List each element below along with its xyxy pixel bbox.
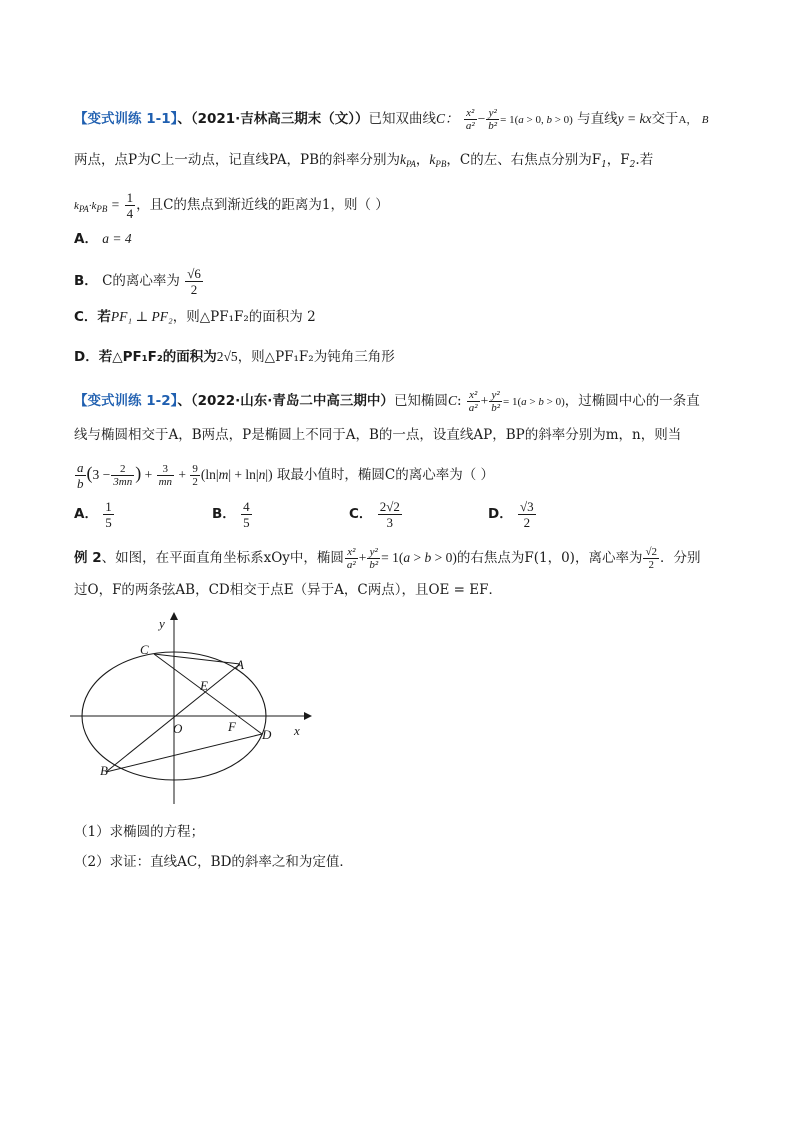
ex1-text1: 已知双曲线 xyxy=(368,111,437,127)
ex3-q1-text: （1）求椭圆的方程； xyxy=(74,824,205,840)
ex1-optC xyxy=(74,307,734,327)
ex1-text5: P为C上一动点，记直线PA，PB的斜率分别为 xyxy=(128,152,401,168)
y-axis-arrow xyxy=(170,612,178,620)
label-f: F xyxy=(228,719,236,734)
ex2-option-a-frac xyxy=(103,499,114,530)
ex2-option-c-den: 3 xyxy=(386,515,394,530)
ex1-curve: C： xyxy=(436,111,459,126)
ex3-q2-text: （2）求证：直线AC，BD的斜率之和为定值． xyxy=(74,854,353,870)
ex1-pB: B xyxy=(701,114,709,126)
ex2-option-c-label: C． xyxy=(349,506,373,522)
ex2-option-b-num: 4 xyxy=(243,499,250,514)
ex3-q2 xyxy=(74,852,734,872)
ex2-frac-2-3mn: $\frac{2}{3mn}$ xyxy=(113,463,133,488)
ex1-optC-text1: PF₁ ⊥ PF₂ xyxy=(110,309,173,324)
ex2-tag: 【变式训练 1-2】 xyxy=(74,393,178,409)
ex2-line1: 【变式训练 1-2】、（2022·山东·青岛二中高三期中）已知椭圆C: $\frac{\text{x²}}{\text{a²}}$ + $\frac{\text{y²}}{\text{b²}}$ = 1(a > b > 0)，过椭圆中心的一条直 xyxy=(74,389,700,414)
ex2-line3: $\frac{a}{b}$ (3 − $\frac{2}{3mn}$ ) + $\frac{3}{mn}$ + $\frac{9}{2}$ (ln|m| + ln|n|) 取最小值时，椭圆C的离心率为（ ） xyxy=(77,460,495,491)
ex1-text4: 两点，点 xyxy=(74,152,128,168)
ex2-option-b xyxy=(212,499,253,530)
ex2-option-c-num: 2√2 xyxy=(379,499,400,514)
ex2-option-a-num: 1 xyxy=(105,499,112,514)
ex1-text2: 与直线 xyxy=(577,111,618,127)
ex1-optB-label: B． xyxy=(74,273,98,289)
ex1-line1: 【变式训练 1-1】、（2021·吉林高三期末（文））已知双曲线C： $\frac{\text{x²}}{\text{a²}}$ − $\frac{\text{y²}}{\text{b²}}$ = 1(a > 0, b > 0) 与直线y = kx交于A， B xyxy=(74,107,709,132)
ex2-frac-y: $\frac{\text{y²}}{\text{b²}}$ xyxy=(491,389,501,414)
ex2-text1: 已知椭圆 xyxy=(393,393,448,409)
ex3-frac-x: $\frac{\text{x²}}{\text{a²}}$ xyxy=(346,546,356,571)
ex2-frac-3-mn: $\frac{3}{mn}$ xyxy=(158,463,173,488)
ex1-optA xyxy=(74,229,734,249)
ex2-text2: ，过椭圆中心的一条直 xyxy=(564,393,700,409)
label-y: y xyxy=(159,616,165,631)
ex2-option-a xyxy=(74,499,115,530)
ex3-line1: 例 2、如图，在平面直角坐标系xOy中，椭圆 $\frac{\text{x²}}{\text{a²}}$ + $\frac{\text{y²}}{\text{b²}}$ = 1(a > b > 0)的右焦点为F(1，0)，离心率为 $\frac{√2}{2}$ ．分别 xyxy=(74,546,701,571)
ex2-frac-ab: $\frac{a}{b}$ xyxy=(77,460,84,491)
ex2-source: 、（2022·山东·青岛二中高三期中） xyxy=(177,393,394,409)
ex3-q1 xyxy=(74,822,734,842)
chord-cd xyxy=(154,654,262,734)
ex1-optB-frac: $\frac{√6}{2}$ xyxy=(187,266,201,297)
ex2-line2 xyxy=(74,425,734,445)
ex1-text6: ，C的左、右焦点分别为F xyxy=(446,152,602,168)
ex1-optC-label: C．若 xyxy=(74,309,111,325)
ellipse-figure xyxy=(64,612,324,812)
ex3-label: 例 2 xyxy=(74,550,102,566)
ex1-text3: 交于 xyxy=(651,111,679,127)
ex1-optC-text2: ，则△PF₁F₂的面积为 2 xyxy=(172,309,316,325)
ex1-line-eq: y = kx xyxy=(617,111,652,126)
ex2-option-d-label: D． xyxy=(488,506,513,522)
ex2-text3: 线与椭圆相交于 xyxy=(74,427,169,443)
ex3-text1: 、如图，在平面直角坐标系xOy中，椭圆 xyxy=(101,550,344,566)
ex1-frac-y: $\frac{\text{y²}}{\text{b²}}$ xyxy=(488,107,498,132)
ex2-option-d-num: √3 xyxy=(520,499,534,514)
ex2-option-b-frac xyxy=(241,499,252,530)
ex1-tag: 【变式训练 1-1】 xyxy=(74,111,178,127)
ex1-text7: ，F xyxy=(606,152,630,168)
ex1-optA-val: a = 4 xyxy=(102,231,132,246)
ex1-optD-text1: 2√5 xyxy=(216,349,238,364)
ex1-line2: 两点，点P为C上一动点，记直线PA，PB的斜率分别为$k_{PA}$，$k_{PB}$，C的左、右焦点分别为$F_1$，$F_2$.若 xyxy=(74,152,654,170)
ex2-option-a-label: A． xyxy=(74,506,98,522)
ex1-optB xyxy=(74,266,734,297)
label-a: A xyxy=(236,657,244,672)
label-o: O xyxy=(173,721,183,736)
ex2-text5: 取最小值时，椭圆C的离心率为（ ） xyxy=(276,467,495,483)
ex1-optA-label: A． xyxy=(74,231,98,247)
label-b: B xyxy=(100,763,108,778)
ex1-line3: $k_{PA}\cdot k_{PB}$ = $\frac{1}{4}$ ，且C的焦点到渐近线的距离为1，则（ ） xyxy=(74,190,389,221)
ex2-option-d xyxy=(488,499,537,530)
ex1-optD-label: D．若△PF₁F₂的面积为 xyxy=(74,349,217,365)
ex2-frac-9-2: $\frac{9}{2}$ xyxy=(192,463,198,488)
ex3-text4: 过O，F的两条弦AB，CD相交于点E（异于A，C两点），且OE = EF． xyxy=(74,582,502,598)
ex2-frac-x: $\frac{\text{x²}}{\text{a²}}$ xyxy=(468,389,478,414)
ex1-pA: A， xyxy=(678,114,698,126)
ex1-text8: 若 xyxy=(639,152,654,168)
label-x: x xyxy=(294,723,300,738)
ex2-option-c xyxy=(349,499,403,530)
ex1-frac-quarter: $\frac{1}{4}$ xyxy=(126,190,134,221)
ex3-line2 xyxy=(74,580,734,600)
ex2-text4: A，B两点，P是椭圆上不同于A，B的一点，设直线AP，BP的斜率分别为m，n，则当 xyxy=(168,427,682,443)
ex1-frac-x: $\frac{\text{x²}}{\text{a²}}$ xyxy=(465,107,475,132)
label-e: E xyxy=(200,678,208,693)
ex2-option-b-label: B． xyxy=(212,506,236,522)
label-d: D xyxy=(262,727,272,742)
ex1-optD-text2: ，则△PF₁F₂为钝角三角形 xyxy=(237,349,395,365)
x-axis-arrow xyxy=(304,712,312,720)
ex3-text3: ．分别 xyxy=(660,550,701,566)
ex2-option-d-frac xyxy=(518,499,536,530)
segment-ac xyxy=(154,654,240,664)
ex2-option-a-den: 5 xyxy=(105,515,112,530)
ex1-optD xyxy=(74,347,734,367)
ex1-optB-text: C的离心率为 xyxy=(102,273,180,289)
ex1-source: 、（2021·吉林高三期末（文）） xyxy=(177,111,369,127)
ex2-option-b-den: 5 xyxy=(243,515,250,530)
ex3-frac-y: $\frac{\text{y²}}{\text{b²}}$ xyxy=(369,546,379,571)
ex3-frac-sqrt2: $\frac{√2}{2}$ xyxy=(645,546,658,571)
ex1-text9: ，且C的焦点到渐近线的距离为1，则（ ） xyxy=(136,197,389,213)
ex2-option-d-den: 2 xyxy=(523,515,531,530)
ex2-option-c-frac xyxy=(378,499,402,530)
ex3-text2: 的右焦点为F(1，0)，离心率为 xyxy=(456,550,643,566)
label-c: C xyxy=(140,642,149,657)
